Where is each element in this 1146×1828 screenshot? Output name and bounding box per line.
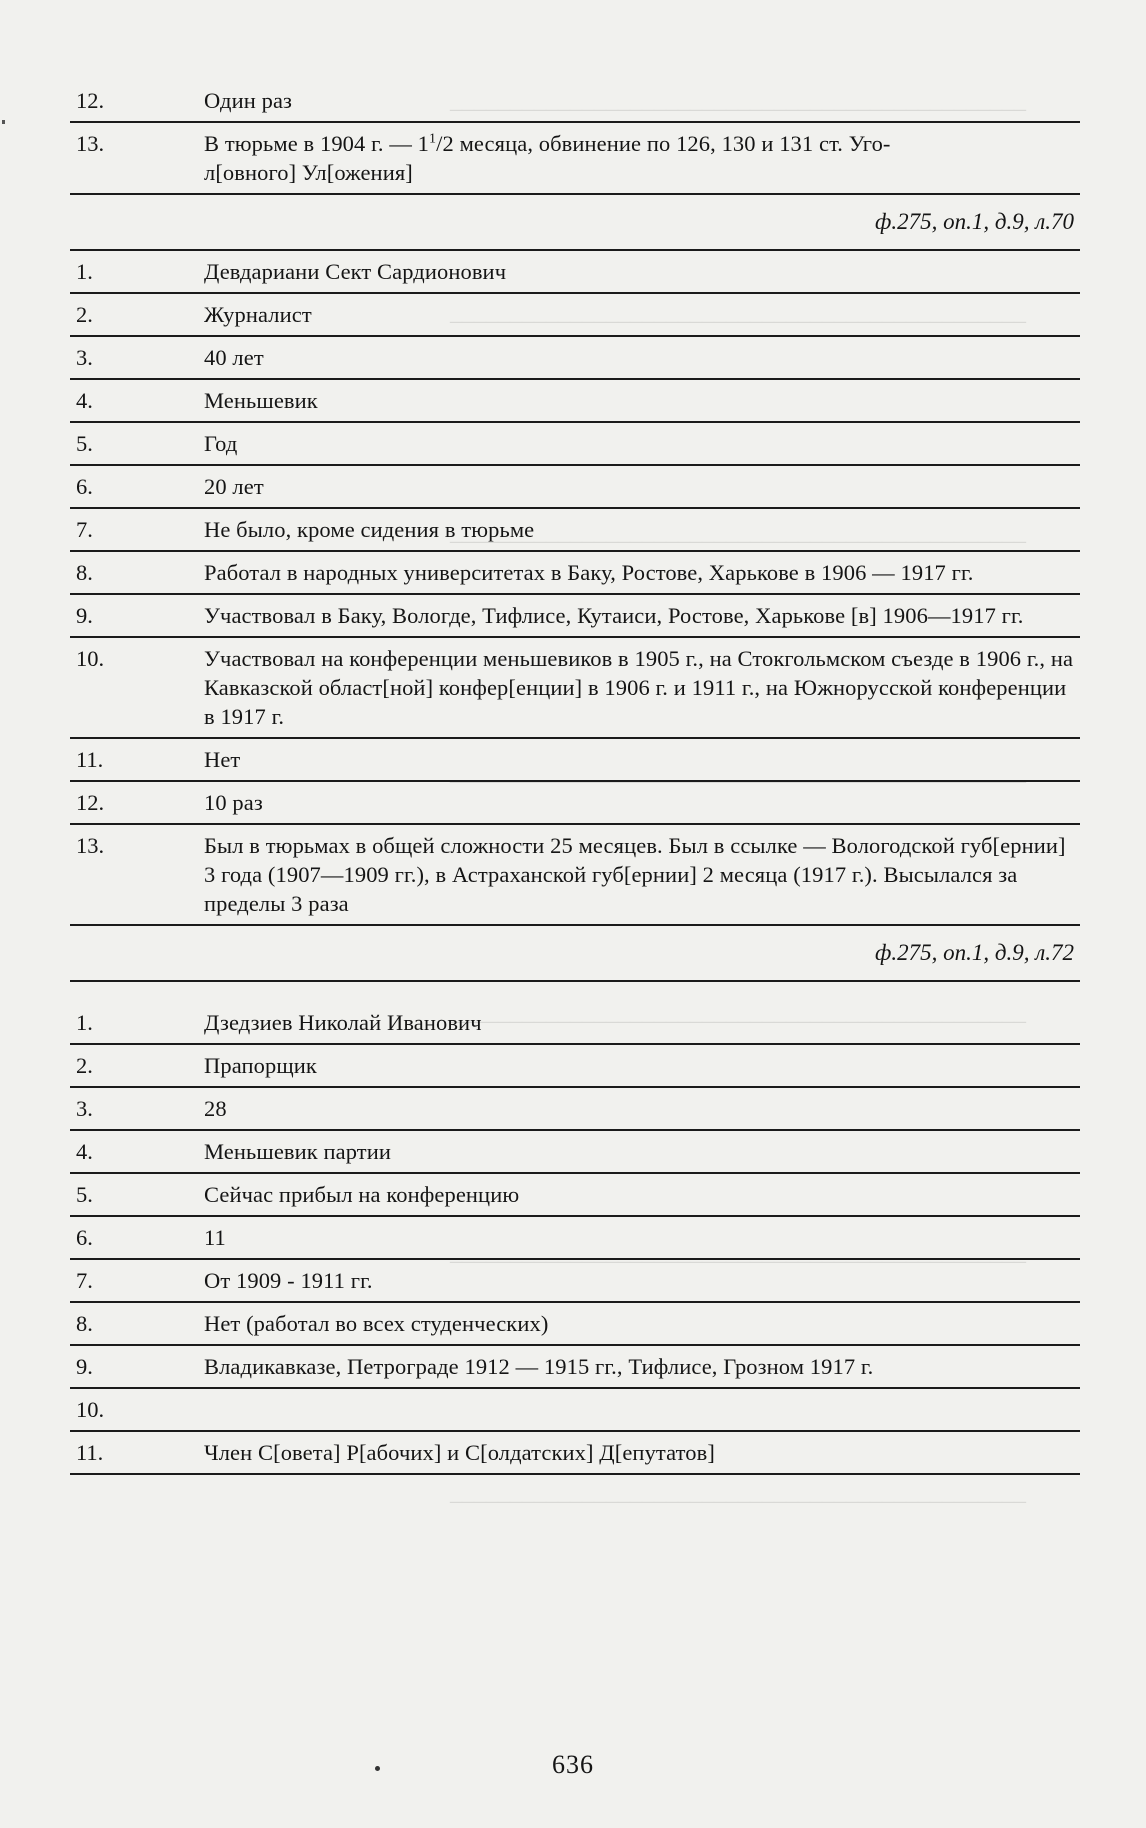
entry-text: Участвовал на конференции меньшевиков в 1905 г., на Стокгольмском съезде в 1906 г., на Кавказской област[ной] конфер[енции] в 1906 г. и 1911 г., на Южнорусской конференции в 1917 г.: [204, 646, 1074, 729]
entry-row: [70, 80, 1080, 123]
entry-text: Меньшевик: [204, 388, 318, 413]
entry-text: Был в тюрьмах в общей сложности 25 месяцев. Был в ссылке — Вологодской губ[ернии] 3 года (1907—1909 гг.), в Астраханской губ[ернии] 2 месяца (1917 г.). Высылался за пределы 3 раза: [204, 833, 1066, 916]
entry-text: Журналист: [204, 302, 312, 327]
entry-number: 8.: [76, 1311, 93, 1336]
questionnaire-block-3: [70, 1002, 1080, 1475]
entry-text: Меньшевик партии: [204, 1139, 392, 1164]
entry-row: [70, 1346, 1080, 1389]
entry-row: [70, 1260, 1080, 1303]
entry-text: 10 раз: [204, 790, 263, 815]
entry-number: 7.: [76, 1268, 93, 1293]
questionnaire-block-2: [70, 251, 1080, 926]
entry-text: Девдариани Сект Сардионович: [204, 259, 507, 284]
entry-number: 3.: [76, 345, 93, 370]
entry-text: Сейчас прибыл на конференцию: [204, 1182, 520, 1207]
entry-row: [70, 1002, 1080, 1045]
entry-row: [70, 380, 1080, 423]
entry-row: [70, 294, 1080, 337]
entry-number: 2.: [76, 1053, 93, 1078]
entry-number: 9.: [76, 1354, 93, 1379]
entry-number: 6.: [76, 1225, 93, 1250]
entry-row: [70, 1045, 1080, 1088]
entry-text: Нет (работал во всех студенческих): [204, 1311, 549, 1336]
entry-text: Не было, кроме сидения в тюрьме: [204, 517, 535, 542]
entry-number: 9.: [76, 603, 93, 628]
entry-number: 13.: [76, 131, 105, 156]
entry-text: Прапорщик: [204, 1053, 317, 1078]
entry-text: 28: [204, 1096, 227, 1121]
entry-number: 1.: [76, 1010, 93, 1035]
entry-text: Год: [204, 431, 238, 456]
entry-text: От 1909 - 1911 гг.: [204, 1268, 373, 1293]
entry-row: [70, 1217, 1080, 1260]
entry-number: 11.: [76, 747, 104, 772]
page-number: 636: [552, 1750, 594, 1779]
entry-text: 40 лет: [204, 345, 264, 370]
entry-row: [70, 423, 1080, 466]
entry-row: [70, 595, 1080, 638]
page-content: [70, 80, 1080, 1475]
entry-row: [70, 1131, 1080, 1174]
entry-row: [70, 1432, 1080, 1475]
entry-number: 7.: [76, 517, 93, 542]
entry-number: 3.: [76, 1096, 93, 1121]
entry-number: 4.: [76, 1139, 93, 1164]
entry-number: 6.: [76, 474, 93, 499]
entry-row: [70, 123, 1080, 195]
entry-row: [70, 825, 1080, 926]
entry-number: 4.: [76, 388, 93, 413]
entry-row: [70, 1303, 1080, 1346]
entry-text: В тюрьме в 1904 г. — $1^1/2$ месяца, обвинение по 126, 130 и 131 ст. Уго- л[овного] Ул[ожения]: [204, 131, 891, 185]
entry-text: Член С[овета] Р[абочих] и С[олдатских] Д[епутатов]: [204, 1440, 715, 1465]
entry-row: [70, 782, 1080, 825]
entry-row: [70, 509, 1080, 552]
entry-text: Один раз: [204, 88, 293, 113]
entry-text: 20 лет: [204, 474, 264, 499]
entry-row: [70, 739, 1080, 782]
entry-text: Нет: [204, 747, 241, 772]
entry-row: [70, 638, 1080, 739]
entry-number: 12.: [76, 88, 105, 113]
entry-text: 11: [204, 1225, 226, 1250]
bleed-through-background: ________________________________________________ ________________________________________________ ________________________________________________ ________________________________________________ ________________________________________________ ________________________________________________ ________________________________________________: [450, 88, 1026, 1506]
entry-row: [70, 1088, 1080, 1131]
entry-row: [70, 1389, 1080, 1432]
entry-number: 5.: [76, 431, 93, 456]
entry-number: 2.: [76, 302, 93, 327]
entry-row: [70, 337, 1080, 380]
entry-number: 10.: [76, 646, 105, 671]
entry-number: 8.: [76, 560, 93, 585]
entry-text: Участвовал в Баку, Вологде, Тифлисе, Кутаиси, Ростове, Харькове [в] 1906—1917 гг.: [204, 603, 1024, 628]
archive-reference: ф.275, оп.1, д.9, л.70: [70, 195, 1080, 251]
entry-text: Работал в народных университетах в Баку, Ростове, Харькове в 1906 — 1917 гг.: [204, 560, 974, 585]
entry-row: [70, 552, 1080, 595]
entry-text: Владикавказе, Петрограде 1912 — 1915 гг., Тифлисе, Грозном 1917 г.: [204, 1354, 874, 1379]
entry-text: Дзедзиев Николай Иванович: [204, 1010, 482, 1035]
entry-number: 5.: [76, 1182, 93, 1207]
entry-number: 13.: [76, 833, 105, 858]
entry-number: 1.: [76, 259, 93, 284]
entry-number: 10.: [76, 1397, 105, 1422]
entry-row: [70, 251, 1080, 294]
entry-row: [70, 466, 1080, 509]
scan-speck: [2, 120, 5, 124]
entry-row: [70, 1174, 1080, 1217]
entry-number: 12.: [76, 790, 105, 815]
archive-reference: ф.275, оп.1, д.9, л.72: [70, 926, 1080, 982]
entry-number: 11.: [76, 1440, 104, 1465]
